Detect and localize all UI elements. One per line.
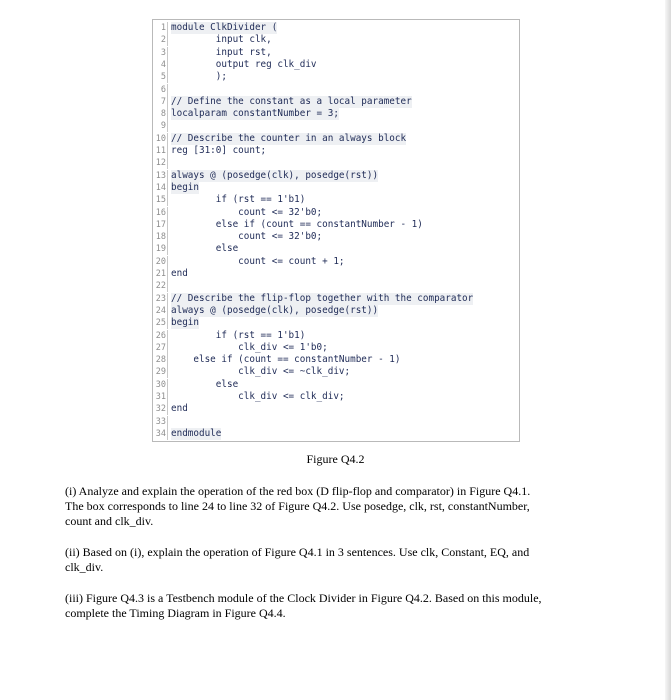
code-text: else — [171, 378, 239, 390]
code-line — [153, 194, 519, 206]
code-text: endmodule — [171, 427, 222, 439]
question-line: (i) Analyze and explain the operation of the red box (D flip-flop and comparator) in Figure Q4.1. — [65, 484, 531, 498]
code-text: end — [171, 268, 188, 279]
line-number: 26 — [153, 330, 168, 342]
code-line — [153, 84, 519, 96]
line-number: 19 — [153, 243, 168, 255]
code-line — [153, 219, 519, 231]
code-text: ); — [171, 71, 227, 83]
code-text: output reg clk_div — [171, 58, 317, 70]
code-line — [153, 379, 519, 391]
code-text: always @ (posedge(clk), posedge(rst)) — [171, 169, 379, 181]
line-number: 22 — [153, 280, 168, 292]
code-line — [153, 34, 519, 46]
code-text: localparam constantNumber = 3; — [171, 108, 339, 120]
code-text: reg [31:0] count; — [171, 145, 267, 156]
line-number: 13 — [153, 170, 168, 182]
code-line — [153, 366, 519, 378]
code-text: begin — [171, 181, 199, 193]
code-line — [153, 120, 519, 132]
code-text: // Describe the counter in an always block — [171, 132, 407, 144]
line-number: 15 — [153, 194, 168, 206]
question-ii — [65, 545, 613, 575]
code-line — [153, 59, 519, 71]
code-line — [153, 170, 519, 182]
code-line — [153, 22, 519, 34]
code-text: end — [171, 403, 188, 415]
code-line — [153, 342, 519, 354]
code-text: count <= count + 1; — [171, 255, 345, 267]
line-number: 12 — [153, 157, 168, 169]
line-number: 3 — [153, 47, 168, 59]
code-line — [153, 305, 519, 317]
question-i — [65, 484, 613, 529]
question-line: (ii) Based on (i), explain the operation of Figure Q4.1 in 3 sentences. Use clk, Constant, EQ, and — [65, 545, 530, 559]
code-text: else if (count == constantNumber - 1) — [171, 354, 401, 366]
code-line — [153, 403, 519, 415]
line-number: 24 — [153, 305, 168, 317]
code-line — [153, 231, 519, 243]
code-text: always @ (posedge(clk), posedge(rst)) — [171, 304, 379, 316]
line-number: 32 — [153, 403, 168, 415]
code-line — [153, 280, 519, 292]
question-line: clk_div. — [65, 560, 104, 574]
code-line — [153, 96, 519, 108]
line-number: 30 — [153, 379, 168, 391]
code-text: // Describe the flip-flop together with the comparator — [171, 292, 474, 304]
line-number: 10 — [153, 133, 168, 145]
line-number: 28 — [153, 354, 168, 366]
line-number: 6 — [153, 84, 168, 96]
code-line — [153, 243, 519, 255]
code-text: // Define the constant as a local parameter — [171, 95, 412, 107]
code-text: count <= 32'b0; — [171, 231, 323, 243]
line-number: 21 — [153, 268, 168, 280]
code-line — [153, 71, 519, 83]
line-number: 27 — [153, 342, 168, 354]
line-number: 34 — [153, 428, 168, 440]
code-line — [153, 428, 519, 440]
code-line — [153, 145, 519, 157]
code-line — [153, 207, 519, 219]
line-number: 20 — [153, 256, 168, 268]
code-text: else if (count == constantNumber - 1) — [171, 218, 423, 230]
question-line: count and clk_div. — [65, 514, 154, 528]
code-line — [153, 133, 519, 145]
code-text: clk_div <= clk_div; — [171, 391, 345, 402]
line-number: 23 — [153, 293, 168, 305]
line-number: 4 — [153, 59, 168, 71]
code-text: count <= 32'b0; — [171, 206, 323, 218]
code-line — [153, 354, 519, 366]
code-line — [153, 157, 519, 169]
code-line — [153, 330, 519, 342]
line-number: 7 — [153, 96, 168, 108]
line-number: 9 — [153, 120, 168, 132]
page-edge-shadow — [665, 0, 671, 700]
code-line — [153, 317, 519, 329]
question-line: complete the Timing Diagram in Figure Q4.4. — [65, 606, 286, 620]
code-text: if (rst == 1'b1) — [171, 194, 306, 206]
code-text: input rst, — [171, 46, 272, 58]
code-text: else — [171, 243, 239, 255]
code-text: input clk, — [171, 34, 272, 46]
question-line: (iii) Figure Q4.3 is a Testbench module of the Clock Divider in Figure Q4.2. Based on this module, — [65, 591, 542, 605]
code-line — [153, 256, 519, 268]
code-line — [153, 108, 519, 120]
line-number: 29 — [153, 366, 168, 378]
code-listing — [152, 19, 520, 442]
line-number: 16 — [153, 207, 168, 219]
line-number: 17 — [153, 219, 168, 231]
line-number: 18 — [153, 231, 168, 243]
code-text: module ClkDivider ( — [171, 22, 278, 33]
code-text: begin — [171, 317, 199, 329]
code-line — [153, 416, 519, 428]
line-number: 33 — [153, 416, 168, 428]
line-number: 8 — [153, 108, 168, 120]
line-number: 11 — [153, 145, 168, 157]
code-line — [153, 293, 519, 305]
code-line — [153, 182, 519, 194]
line-number: 2 — [153, 34, 168, 46]
figure-caption: Figure Q4.2 — [306, 452, 365, 466]
line-number: 31 — [153, 391, 168, 403]
question-iii — [65, 591, 613, 621]
line-number: 25 — [153, 317, 168, 329]
code-text: clk_div <= 1'b0; — [171, 341, 328, 353]
code-line — [153, 391, 519, 403]
question-line: The box corresponds to line 24 to line 32 of Figure Q4.2. Use posedge, clk, rst, constantNumber, — [65, 499, 530, 513]
line-number: 1 — [153, 22, 168, 34]
line-number: 14 — [153, 182, 168, 194]
line-number: 5 — [153, 71, 168, 83]
code-line — [153, 47, 519, 59]
code-text: if (rst == 1'b1) — [171, 329, 306, 341]
code-text: clk_div <= ~clk_div; — [171, 366, 351, 378]
code-line — [153, 268, 519, 280]
